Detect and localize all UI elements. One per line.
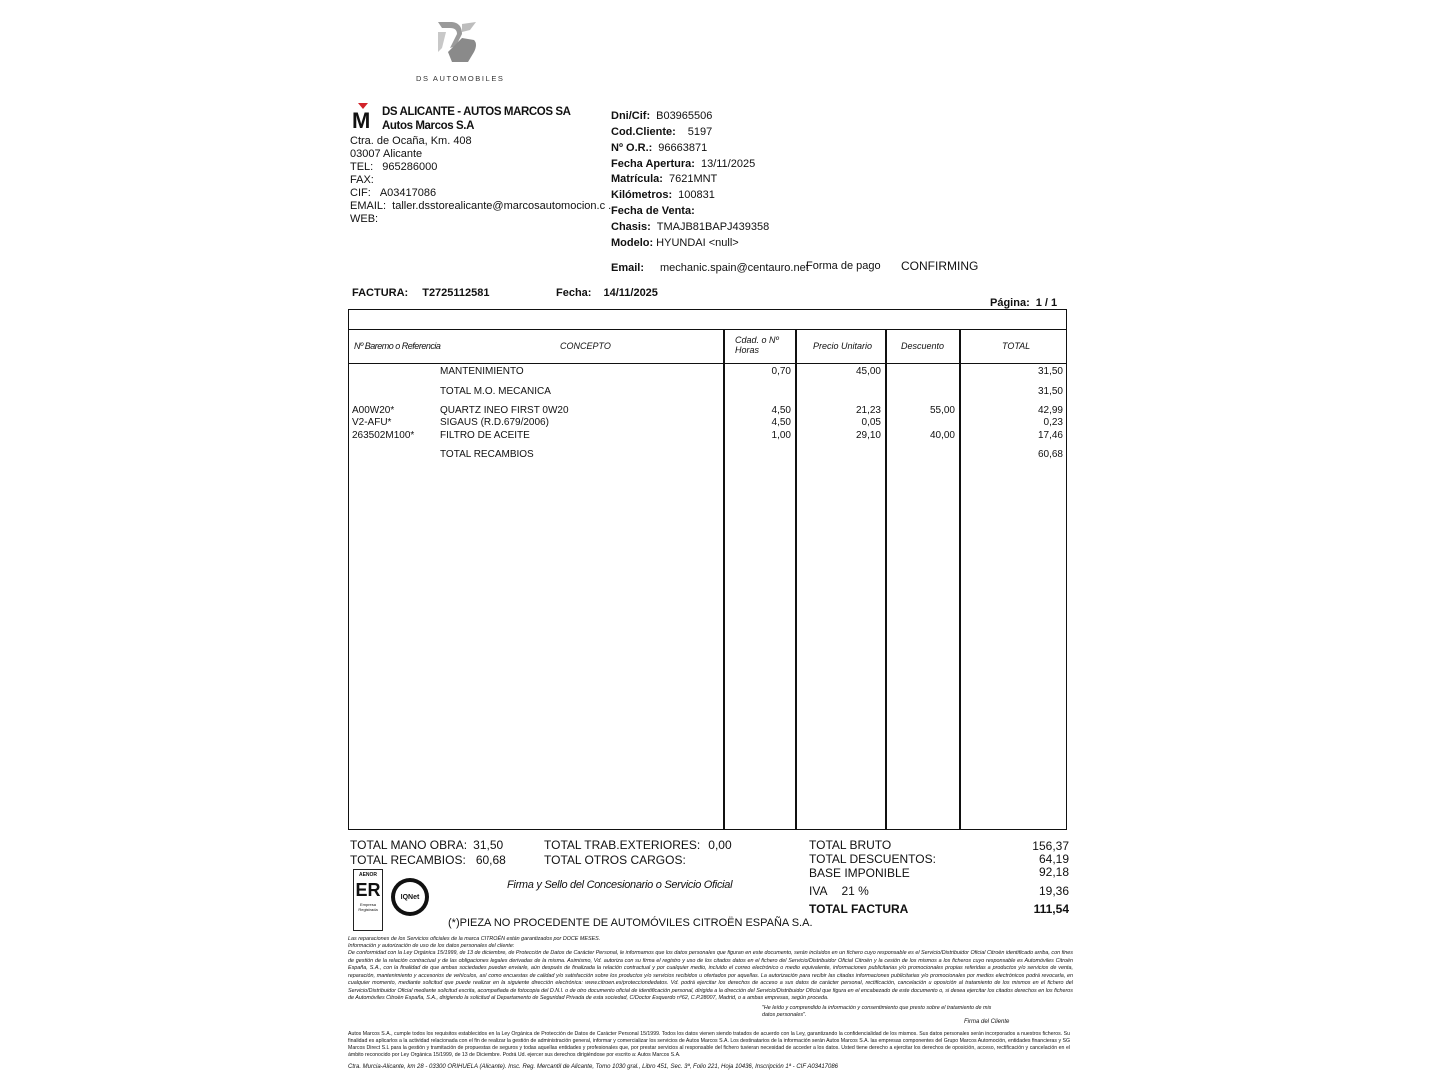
dealer-legal-name: Autos Marcos S.A xyxy=(382,120,475,132)
chasis-value: TMAJB81BAPJ439358 xyxy=(656,221,770,233)
descuentos-label: TOTAL DESCUENTOS: xyxy=(809,852,936,866)
dealer-address: Ctra. de Ocaña, Km. 408 xyxy=(350,135,472,147)
header-precio: Precio Unitario xyxy=(813,341,873,351)
row-qty: 1,00 xyxy=(771,430,791,441)
iva-value: 19,36 xyxy=(1038,884,1069,898)
signature-caption: Firma y Sello del Concesionario o Servicio Oficial xyxy=(507,879,733,891)
modelo-label: Modelo: xyxy=(611,237,654,249)
col-divider-qty xyxy=(723,329,725,830)
tel-label: TEL: xyxy=(350,161,374,173)
invoice-date xyxy=(556,283,658,301)
dni-label: Dni/Cif: xyxy=(611,110,651,122)
chasis-label: Chasis: xyxy=(611,221,651,233)
descuentos-value: 64,19 xyxy=(1038,852,1069,866)
fecha-value: 14/11/2025 xyxy=(603,287,658,299)
header-qty-2: Horas xyxy=(735,345,760,355)
aenor-sub: Empresa Registrada xyxy=(358,902,378,912)
recambios-label: TOTAL RECAMBIOS: xyxy=(350,853,466,867)
legal-footer: Ctra. Murcia-Alicante, km 28 - 03300 ORIHUELA (Alicante). Insc. Reg. Mercantil de Alicante, Tomo 1030 gral., Libro 451, Sec. 3ª, Folio 221, Hoja 10436, Inscripción 1ª - CIF A03417086 xyxy=(348,1064,839,1070)
row-total: 0,23 xyxy=(1043,417,1063,428)
row-qty: 4,50 xyxy=(771,417,791,428)
factura-label: FACTURA: xyxy=(352,287,409,299)
base-label: BASE IMPONIBLE xyxy=(809,866,910,880)
dni-value: B03965506 xyxy=(656,110,713,122)
row-precio: 45,00 xyxy=(855,366,881,377)
km-label: Kilómetros: xyxy=(611,189,673,201)
total-otros: TOTAL OTROS CARGOS: xyxy=(544,853,686,867)
svg-text:M: M xyxy=(352,108,371,129)
col-divider-discount xyxy=(885,329,887,830)
marcos-logo-icon xyxy=(350,103,376,129)
fecha-label: Fecha: xyxy=(556,287,592,299)
dealer-web: WEB: xyxy=(350,213,379,225)
legal-info-title: Información y autorización de uso de los datos personales del cliente: xyxy=(348,943,515,949)
email-label: EMAIL: xyxy=(350,200,387,212)
cif-label: CIF: xyxy=(350,187,371,199)
row-precio: 29,10 xyxy=(855,430,881,441)
row-ref: V2-AFU* xyxy=(352,417,392,428)
payment-label: Forma de pago xyxy=(806,260,881,272)
client-email-value: mechanic.spain@centauro.net xyxy=(660,262,809,274)
row-concepto: TOTAL RECAMBIOS xyxy=(440,449,534,460)
bruto-value: 156,37 xyxy=(1032,839,1069,853)
total-factura-value: 111,54 xyxy=(1033,902,1069,916)
recambios-value: 60,68 xyxy=(475,853,506,867)
dealer-cif xyxy=(350,187,436,199)
dealer-name: DS ALICANTE - AUTOS MARCOS SA xyxy=(382,106,571,118)
iqnet-text: IQNet xyxy=(400,893,420,901)
pagina-value: 1 / 1 xyxy=(1035,297,1058,309)
row-qty: 4,50 xyxy=(771,405,791,416)
row-total: 31,50 xyxy=(1037,366,1063,377)
payment-value: CONFIRMING xyxy=(901,259,979,273)
trab-ext-label: TOTAL TRAB.EXTERIORES: xyxy=(544,838,701,852)
row-concepto: FILTRO DE ACEITE xyxy=(440,430,530,441)
row-total: 17,46 xyxy=(1037,430,1063,441)
header-qty-1: Cdad. o Nº xyxy=(735,335,779,345)
matricula-label: Matrícula: xyxy=(611,173,663,185)
mano-obra-value: 31,50 xyxy=(473,838,504,852)
header-descuento: Descuento xyxy=(901,341,945,351)
brand-text: DS AUTOMOBILES xyxy=(416,74,505,83)
header-total: TOTAL xyxy=(1002,341,1031,351)
pagina-label: Página: xyxy=(990,297,1030,309)
client-email xyxy=(611,258,809,276)
total-factura-label: TOTAL FACTURA xyxy=(809,902,909,916)
iqnet-seal xyxy=(391,878,429,916)
header-ref: Nº Baremo o Referencia xyxy=(354,341,441,351)
invoice-number xyxy=(352,283,490,301)
cif-value: A03417086 xyxy=(379,187,437,199)
er-mark: ER xyxy=(355,880,381,900)
trab-ext-value: 0,00 xyxy=(708,838,732,852)
client-modelo xyxy=(611,233,739,251)
total-recambios xyxy=(350,853,506,867)
col-divider-total xyxy=(959,329,961,830)
legal-data-protection: De conformidad con la Ley Orgánica 15/1999, de 13 de diciembre, de Protección de Datos de Carácter Personal, le informamos que los datos personales que figuran en este documento, serán incluidos en un fichero cuyo responsable es el Servicio/Distribuidor Oficial Citroën identificado arriba, con fines de gestión de la relación contractual y de las obligaciones legales derivadas de la misma. Asimismo, Vd. autoriza con su firma el registro y uso de los citados datos en el fichero del Servicio/Distribuidor Oficial Citroën y la cesión de los mismos a los ficheros cuyo responsable es Automóviles Citroën España, S.A., con la finalidad de que ambas sociedades puedan enviarle, aún después de finalizada la relación contractual y por cualquier medio, incluido el correo electrónico o medio equivalente, informaciones publicitarias y/o promocionales propias referidas a productos y/o servicios de venta, reparación, mantenimiento y accesorios de vehículos, así como encuestas de calidad y/o satisfacción sobre los productos y/o servicios recibidos u ofertados por aquellas. La autorización para recibir las citadas informaciones publicitarias y/o promocionales por medios electrónicos podrá revocarla, en cualquier momento, mediante solicitud que puede realizar en la siguiente dirección electrónica: www.citroen.es/protecciondedatos. Vd. podrá ejercitar los derechos de acceso a sus datos de carácter personal, rectificación, cancelación u oposición al tratamiento de los mismos en el fichero del Servicio/Distribuidor Oficial mediante solicitud escrita, acompañada de fotocopia del D.N.I. o de otro documento oficial de identificación personal, dirigida a la dirección del Servicio/Distribuidor Oficial que figura en el encabezado de este documento o, si desea ejercitar los citados derechos en los ficheros de Automóviles Citroën España, S.A., dirigiendo la solicitud al Departamento de Seguridad Privada de esta sociedad, C/Doctor Esquerdo nº62, C.P.28007, Madrid, o a ambas empresas, según proceda. xyxy=(348,950,1073,1001)
row-concepto: MANTENIMIENTO xyxy=(440,366,524,377)
cod-value: 5197 xyxy=(687,126,713,138)
ds-logo-icon xyxy=(432,18,482,66)
legal-autos-marcos: Autos Marcos S.A., cumple todos los requisitos establecidos en la Ley Orgánica de Protección de Datos de Carácter Personal 15/1999. Todos los datos vienen siendo tratados de acuerdo con la Ley, garantizando la confidencialidad de los mismos. Sus datos personales serán incorporados a nuestros ficheros. Su finalidad es aplicarlos a la actividad relacionada con el fin de realizar la gestión de administración general, informar y comercializar los servicios de Autos Marcos S.A. Los destinatarios de la información serán Autos Marcos S.A. las empresas componentes del Grupo Marcos Automoción, entidades financieras y SG Marcos Direct S.L para la gestión y tramitación de propuestas de seguros y todas aquellas entidades y profesionales que, por prestar servicios al responsable del fichero tuvieran necesidad de acceder a los datos. Usted tiene derecho a ejercitar los derechos de oposición, acceso, rectificación y cancelación en el ámbito reconocido por Ley Orgánica 15/1999, de 13 de Diciembre. Podrá Ud. ejercer sus derechos dirigiéndose por escrito a: Autos Marcos S.A. xyxy=(348,1031,1070,1058)
dealer-tel xyxy=(350,161,437,173)
iva-pct: 21 % xyxy=(841,884,869,898)
pieza-note: (*)PIEZA NO PROCEDENTE DE AUTOMÓVILES CITROËN ESPAÑA S.A. xyxy=(448,917,813,929)
factura-value: T2725112581 xyxy=(422,287,490,299)
row-total: 42,99 xyxy=(1037,405,1063,416)
aenor-seal xyxy=(353,869,383,931)
row-precio: 0,05 xyxy=(861,417,881,428)
or-value: 96663871 xyxy=(658,142,708,154)
km-value: 100831 xyxy=(678,189,715,201)
dealer-city: 03007 Alicante xyxy=(350,148,423,160)
bruto-label: TOTAL BRUTO xyxy=(809,838,892,852)
row-concepto: SIGAUS (R.D.679/2006) xyxy=(440,417,549,428)
apertura-label: Fecha Apertura: xyxy=(611,158,695,170)
row-ref: A00W20* xyxy=(352,405,395,416)
cod-label: Cod.Cliente: xyxy=(611,126,676,138)
matricula-value: 7621MNT xyxy=(668,173,718,185)
row-ref: 263502M100* xyxy=(352,430,415,441)
aenor-text: AENOR xyxy=(358,872,378,878)
email-value: taller.dsstorealicante@marcosautomocion.c .. xyxy=(392,200,615,212)
iva-row xyxy=(809,884,869,898)
row-concepto: QUARTZ INEO FIRST 0W20 xyxy=(440,405,569,416)
ds-logo xyxy=(432,18,482,66)
tel-value: 965286000 xyxy=(382,161,438,173)
venta-label: Fecha de Venta: xyxy=(611,205,695,217)
row-descuento: 40,00 xyxy=(929,430,955,441)
or-label: Nº O.R.: xyxy=(611,142,653,154)
col-divider-price xyxy=(795,329,797,830)
marcos-logo xyxy=(350,103,376,129)
row-total: 31,50 xyxy=(1037,386,1063,397)
dealer-email xyxy=(350,200,614,212)
row-descuento: 55,00 xyxy=(929,405,955,416)
apertura-value: 13/11/2025 xyxy=(700,158,756,170)
total-trab-ext xyxy=(544,838,732,852)
legal-guarantee: Las reparaciones de los Servicios oficiales de la marca CITROËN están garantizados por DOCE MESES. xyxy=(348,936,601,942)
row-total: 60,68 xyxy=(1037,449,1063,460)
mano-obra-label: TOTAL MANO OBRA: xyxy=(350,838,468,852)
base-value: 92,18 xyxy=(1038,865,1069,879)
row-concepto: TOTAL M.O. MECANICA xyxy=(440,386,551,397)
row-precio: 21,23 xyxy=(855,405,881,416)
firma-cliente: Firma del Cliente xyxy=(964,1019,1010,1025)
dealer-fax: FAX: xyxy=(350,174,374,186)
total-mano-obra xyxy=(350,838,503,852)
modelo-value: HYUNDAI <null> xyxy=(656,237,739,249)
iva-label: IVA xyxy=(809,884,828,898)
legal-consent: "He leído y comprendido la información y consentimiento que presto sobre el tratamiento de mis datos personales". xyxy=(762,1005,992,1018)
row-qty: 0,70 xyxy=(771,366,791,377)
header-concepto: CONCEPTO xyxy=(560,341,611,351)
client-email-label: Email: xyxy=(611,262,645,274)
